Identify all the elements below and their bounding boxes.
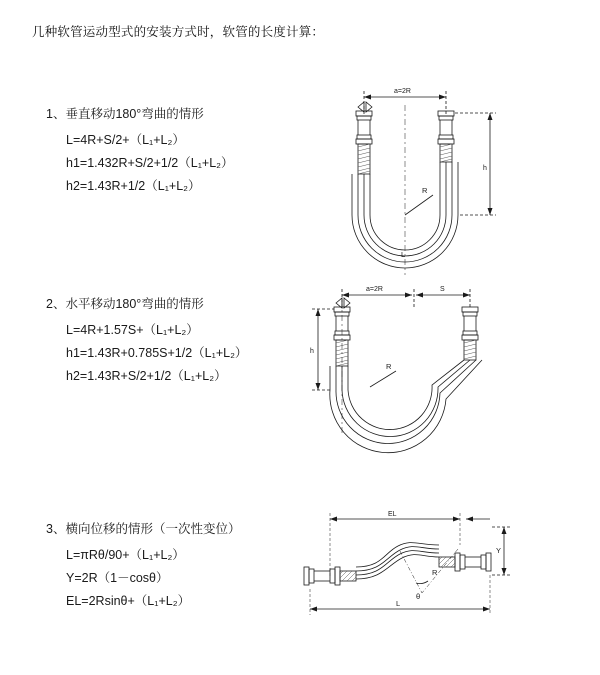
- section-2-formula-2: h1=1.43R+0.785S+1/2（L₁+L₂）: [66, 346, 248, 360]
- svg-text:h: h: [310, 348, 314, 355]
- section-3-text: [46, 520, 316, 613]
- svg-text:S: S: [440, 286, 445, 293]
- figure-3-svg: [290, 505, 540, 635]
- section-1-formula-3: h2=1.43R+1/2（L₁+L₂）: [66, 179, 201, 193]
- figure-2-svg: [300, 275, 530, 455]
- section-2-text: [46, 295, 316, 388]
- svg-text:R: R: [432, 568, 438, 577]
- section-2-formula-3: h2=1.43R+S/2+1/2（L₁+L₂）: [66, 369, 227, 383]
- svg-text:L: L: [401, 250, 406, 259]
- svg-text:a=2R: a=2R: [394, 88, 411, 95]
- svg-text:θ: θ: [416, 592, 421, 601]
- svg-text:R: R: [386, 362, 392, 371]
- svg-text:h: h: [483, 165, 487, 172]
- section-2-formula-1: L=4R+1.57S+（L₁+L₂）: [66, 323, 199, 337]
- section-3-formula-1: L=πRθ/90+（L₁+L₂）: [66, 548, 185, 562]
- section-3-formula-2: Y=2R（1－cosθ）: [66, 571, 169, 585]
- section-1-formula-2: h1=1.432R+S/2+1/2（L₁+L₂）: [66, 156, 234, 170]
- figure-vertical-180-bend: [300, 75, 530, 285]
- section-1-title: 1、垂直移动180°弯曲的情形: [46, 107, 204, 121]
- section-1-text: [46, 105, 316, 198]
- figure-lateral-offset: [290, 505, 540, 635]
- page-title: 几种软管运动型式的安装方式时，软管的长度计算：: [32, 25, 325, 39]
- figure-1-svg: [300, 75, 530, 285]
- section-3-formula-3: EL=2Rsinθ+（L₁+L₂）: [66, 594, 191, 608]
- svg-text:R: R: [422, 186, 428, 195]
- svg-text:a=2R: a=2R: [366, 286, 383, 293]
- figure-horizontal-180-bend: [300, 275, 530, 455]
- svg-text:Y: Y: [496, 546, 502, 555]
- section-2-title: 2、水平移动180°弯曲的情形: [46, 297, 204, 311]
- svg-text:EL: EL: [388, 511, 397, 518]
- section-1-formula-1: L=4R+S/2+（L₁+L₂）: [66, 133, 185, 147]
- svg-text:L: L: [396, 599, 401, 608]
- section-3-title: 3、横向位移的情形（一次性变位）: [46, 522, 241, 536]
